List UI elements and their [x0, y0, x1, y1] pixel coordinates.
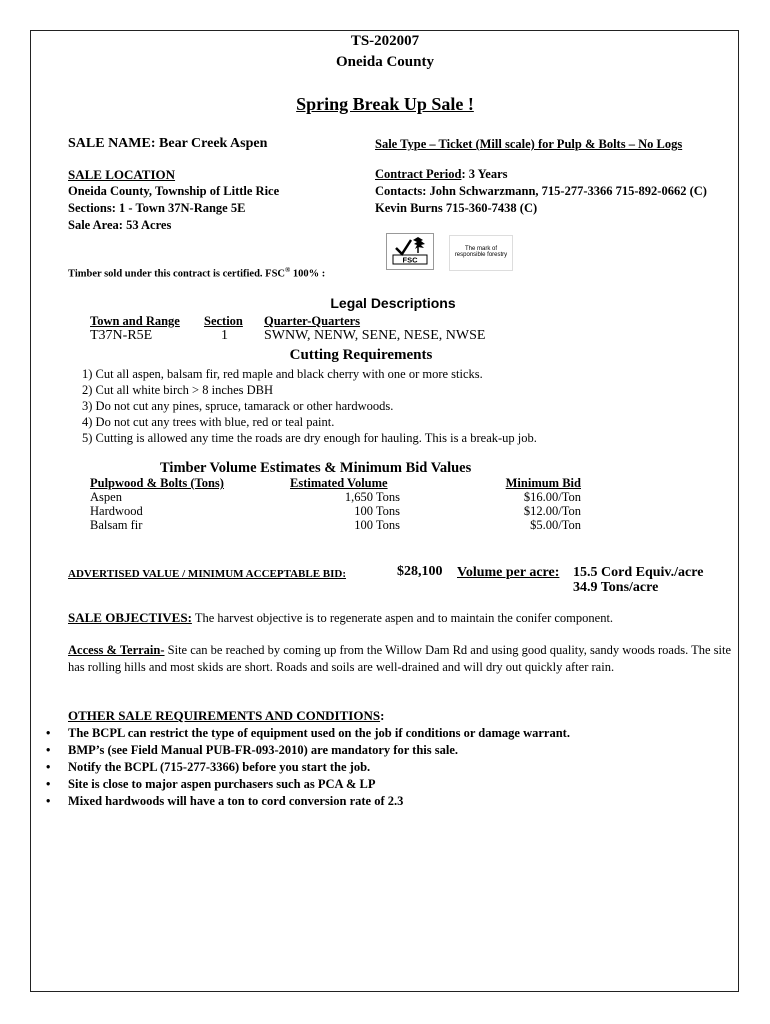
list-item-text: The BCPL can restrict the type of equipment used on the job if conditions or damage warrant.	[68, 726, 570, 740]
contract-period-value: : 3 Years	[461, 167, 508, 181]
volume-per-acre-cords: 15.5 Cord Equiv./acre	[573, 565, 704, 580]
col-town-range: Town and Range	[90, 314, 180, 328]
bullet: •	[46, 743, 51, 757]
cutting-heading: Cutting Requirements	[289, 347, 433, 363]
page-title: Spring Break Up Sale !	[296, 94, 474, 114]
list-item-text: Notify the BCPL (715-277-3366) before you start the job.	[68, 760, 371, 774]
town-range-value: T37N-R5E	[90, 328, 153, 343]
certification-statement	[68, 266, 325, 280]
list-item	[46, 742, 726, 759]
col-minimum-bid: Minimum Bid	[505, 476, 581, 490]
sale-objectives	[68, 610, 613, 626]
other-requirements-heading	[68, 708, 384, 724]
fsc-tree-checkmark-icon	[387, 234, 433, 269]
cutting-item: 2) Cut all white birch > 8 inches DBH	[82, 383, 274, 397]
list-item	[46, 759, 726, 776]
location-line: Sale Area: 53 Acres	[68, 218, 172, 232]
cutting-item: 5) Cutting is allowed any time the roads are dry enough for hauling. This is a break-up job.	[82, 431, 537, 445]
list-item	[46, 793, 726, 810]
volume-heading: Timber Volume Estimates & Minimum Bid Values	[160, 460, 472, 476]
certification-percent: 100% :	[292, 268, 326, 280]
volume-cell: 100 Tons	[354, 504, 400, 518]
bid-cell: $12.00/Ton	[523, 504, 581, 518]
bid-cell: $16.00/Ton	[523, 490, 581, 504]
col-estimated-volume: Estimated Volume	[290, 476, 388, 490]
quarter-quarters-value: SWNW, NENW, SENE, NESE, NWSE	[264, 328, 486, 343]
access-terrain-label: Access & Terrain-	[68, 643, 165, 657]
sale-objectives-label: SALE OBJECTIVES:	[68, 610, 192, 625]
cutting-item: 1) Cut all aspen, balsam fir, red maple and black cherry with one or more sticks.	[82, 367, 483, 381]
requirements-list	[46, 725, 726, 810]
fsc-text: FSC	[402, 255, 418, 265]
other-requirements-heading-text: OTHER SALE REQUIREMENTS AND CONDITIONS	[68, 708, 381, 723]
contract-period-label: Contract Period	[375, 167, 462, 181]
contacts-line: Kevin Burns 715-360-7438 (C)	[375, 201, 538, 215]
sale-location-heading: SALE LOCATION	[68, 167, 176, 182]
sale-type: Sale Type – Ticket (Mill scale) for Pulp & Bolts – No Logs	[375, 137, 683, 151]
fsc-logo	[386, 233, 434, 270]
contract-period	[375, 167, 508, 182]
volume-cell: 100 Tons	[354, 518, 400, 532]
list-item-text: Mixed hardwoods will have a ton to cord conversion rate of 2.3	[68, 794, 404, 808]
col-section: Section	[204, 314, 243, 328]
col-product: Pulpwood & Bolts (Tons)	[90, 476, 224, 490]
product-cell: Balsam fir	[90, 518, 143, 532]
sale-name-label: SALE NAME:	[68, 136, 156, 151]
access-terrain	[68, 642, 733, 676]
sale-objectives-text: The harvest objective is to regenerate aspen and to maintain the conifer component.	[194, 611, 614, 625]
bid-cell: $5.00/Ton	[530, 518, 581, 532]
volume-per-acre-label: Volume per acre:	[457, 565, 560, 580]
product-cell: Aspen	[90, 490, 122, 504]
sale-name	[68, 136, 267, 152]
product-cell: Hardwood	[90, 504, 143, 518]
bullet: •	[46, 794, 51, 808]
registered-mark: ®	[285, 266, 291, 274]
advertised-value: $28,100	[397, 564, 443, 579]
other-requirements-colon: :	[380, 708, 385, 723]
list-item-text: Site is close to major aspen purchasers such as PCA & LP	[68, 777, 376, 791]
cutting-item: 4) Do not cut any trees with blue, red or teal paint.	[82, 415, 335, 429]
advertised-value-label: ADVERTISED VALUE / MINIMUM ACCEPTABLE BID:	[68, 568, 347, 580]
sale-name-value: Bear Creek Aspen	[159, 136, 268, 151]
list-item-text: BMP’s (see Field Manual PUB-FR-093-2010) are mandatory for this sale.	[68, 743, 458, 757]
list-item	[46, 776, 726, 793]
document-id: TS-202007	[350, 33, 420, 49]
location-line: Sections: 1 - Town 37N-Range 5E	[68, 201, 246, 215]
location-line: Oneida County, Township of Little Rice	[68, 184, 280, 198]
volume-cell: 1,650 Tons	[344, 490, 400, 504]
responsible-forestry-mark: The mark of responsible forestry	[449, 235, 513, 271]
bullet: •	[46, 777, 51, 791]
list-item	[46, 725, 726, 742]
col-quarter-quarters: Quarter-Quarters	[264, 314, 361, 328]
access-terrain-text: Site can be reached by coming up from the Willow Dam Rd and using good quality, sandy woods roads. The site has rolling hills and most skids are short. Roads and soils are well-drained and will dry out quickly after rain.	[68, 643, 732, 674]
county-heading: Oneida County	[336, 54, 434, 70]
bullet: •	[46, 726, 51, 740]
certification-text: Timber sold under this contract is certified. FSC	[68, 268, 285, 280]
bullet: •	[46, 760, 51, 774]
contacts-line: Contacts: John Schwarzmann, 715-277-3366 715-892-0662 (C)	[375, 184, 707, 198]
cutting-item: 3) Do not cut any pines, spruce, tamarack or other hardwoods.	[82, 399, 394, 413]
volume-per-acre-tons: 34.9 Tons/acre	[573, 580, 659, 595]
legal-heading: Legal Descriptions	[330, 295, 456, 311]
section-value: 1	[221, 328, 228, 343]
